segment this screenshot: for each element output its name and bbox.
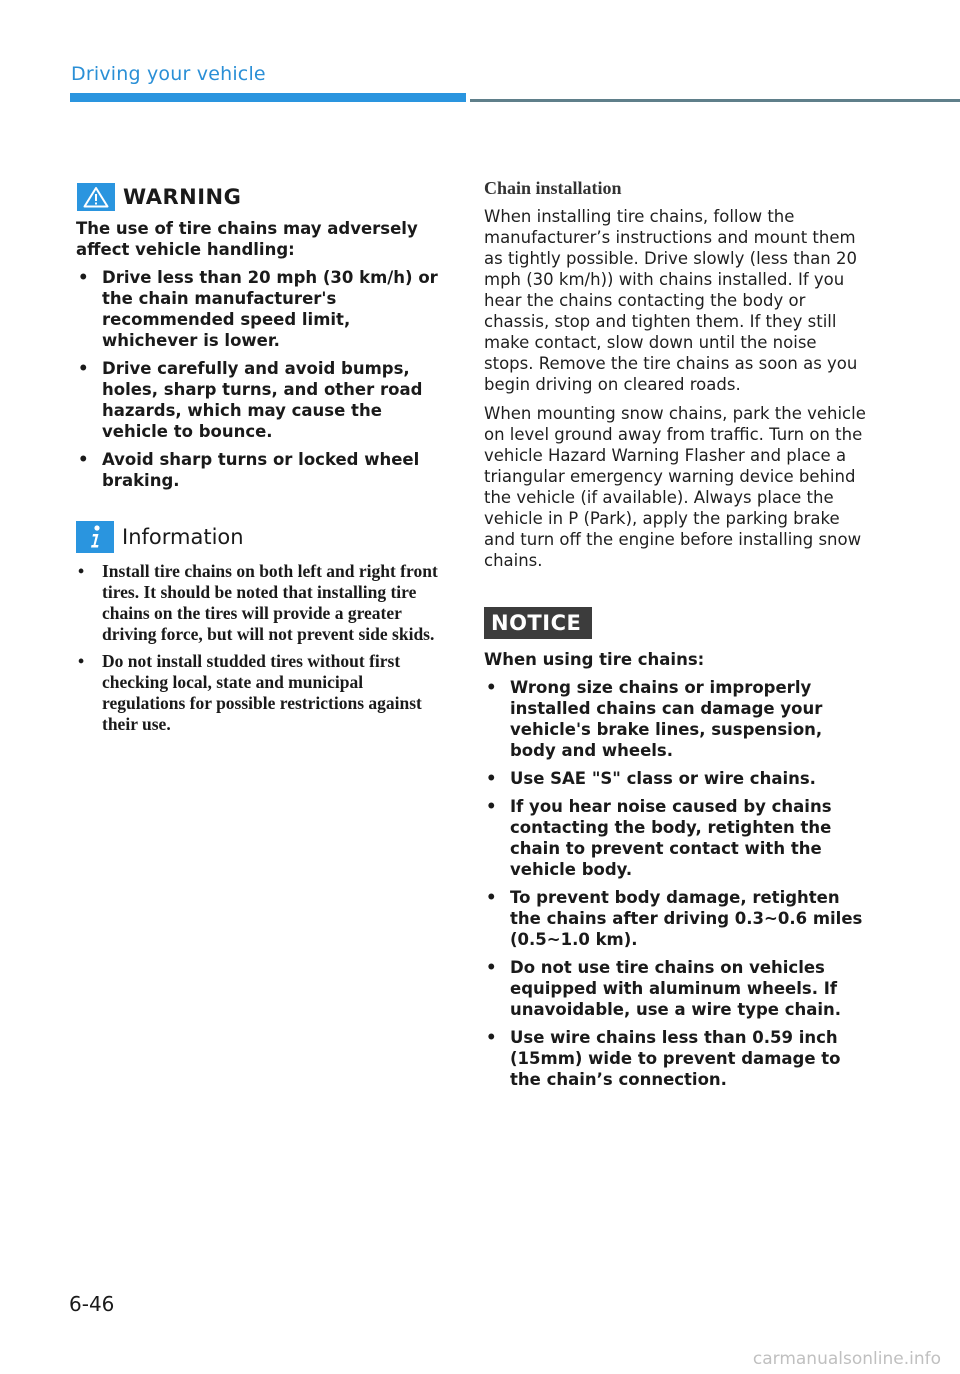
notice-badge: NOTICE (484, 607, 592, 639)
notice-item: • Wrong size chains or improperly installed chains can damage your vehicle's brake lines, suspension, body and wheels. (484, 677, 869, 761)
warning-item: • Drive less than 20 mph (30 km/h) or the chain manufacturer's recommended speed limit, whichever is lower. (76, 267, 448, 351)
body-paragraph: When installing tire chains, follow the manufacturer’s instructions and mount them as tightly possible. Drive slowly (less than 20 mph (30 km/h)) with chains installed. If you hear the chains contacting the body or chassis, stop and tighten them. If they still make contact, slow down until the noise stops. Remove the tire chains as soon as you begin driving on cleared roads. (484, 207, 858, 394)
header-divider-rule (470, 99, 960, 102)
information-item: • Install tire chains on both left and right front tires. It should be noted that installing tire chains on the tires will provide a greater driving force, but will not prevent side skids. (76, 561, 448, 645)
notice-item: • If you hear noise caused by chains contacting the body, retighten the chain to prevent contact with the vehicle body. (484, 796, 869, 880)
watermark: carmanualsonline.info (752, 1349, 941, 1369)
information-item: • Do not install studded tires without first checking local, state and municipal regulations for possible restrictions against their use. (76, 651, 448, 735)
warning-header (77, 182, 448, 212)
section-title-chain-installation: Chain installation (484, 178, 622, 198)
notice-item: • Use wire chains less than 0.59 inch (15mm) wide to prevent damage to the chain’s connection. (484, 1027, 869, 1090)
notice-item: • To prevent body damage, retighten the chains after driving 0.3~0.6 miles (0.5~1.0 km). (484, 887, 869, 950)
warning-list (76, 267, 448, 491)
information-list (76, 561, 448, 735)
notice-item: • Use SAE "S" class or wire chains. (484, 768, 869, 789)
info-icon (76, 521, 114, 553)
left-column (76, 182, 448, 735)
right-column (484, 178, 869, 1090)
section-header: Driving your vehicle (71, 63, 266, 85)
notice-item: • Do not use tire chains on vehicles equipped with aluminum wheels. If unavoidable, use a wire type chain. (484, 957, 869, 1020)
information-label: Information (122, 525, 244, 549)
notice-list (484, 677, 869, 1090)
page-number: 6-46 (69, 1292, 115, 1316)
information-header (76, 521, 448, 553)
body-paragraph: When mounting snow chains, park the vehicle on level ground away from traffic. Turn on the vehicle Hazard Warning Flasher and place a triangular emergency warning device behind the vehicle (if available). Always place the vehicle in P (Park), apply the parking brake and turn off the engine before installing snow chains. (484, 404, 866, 570)
warning-intro: The use of tire chains may adversely affect vehicle handling: (76, 219, 418, 259)
warning-item: • Drive carefully and avoid bumps, holes, sharp turns, and other road hazards, which may cause the vehicle to bounce. (76, 358, 448, 442)
warning-label: WARNING (123, 185, 242, 209)
header-accent-rule (70, 93, 466, 102)
warning-triangle-icon (77, 183, 115, 211)
warning-item: • Avoid sharp turns or locked wheel braking. (76, 449, 448, 491)
notice-intro: When using tire chains: (484, 650, 705, 669)
